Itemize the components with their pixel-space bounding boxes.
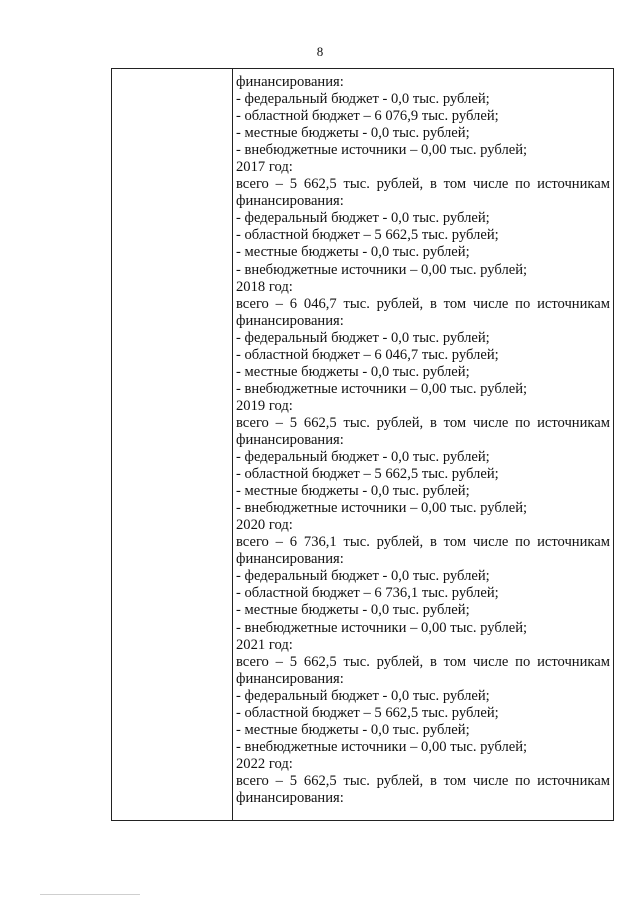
text-line: финансирования: bbox=[236, 193, 344, 210]
text-line: - федеральный бюджет - 0,0 тыс. рублей; bbox=[236, 449, 490, 466]
text-line: - местные бюджеты - 0,0 тыс. рублей; bbox=[236, 483, 470, 500]
text-line: - федеральный бюджет - 0,0 тыс. рублей; bbox=[236, 568, 490, 585]
text-line: всего – 5 662,5 тыс. рублей, в том числе по источникам bbox=[236, 414, 610, 431]
text-line: 2019 год: bbox=[236, 397, 293, 414]
text-line: - федеральный бюджет - 0,0 тыс. рублей; bbox=[236, 91, 490, 108]
text-line: - внебюджетные источники – 0,00 тыс. рублей; bbox=[236, 738, 528, 755]
text-line: 2021 год: bbox=[236, 636, 293, 653]
text-line: 2018 год: bbox=[236, 278, 293, 295]
text-line: - областной бюджет – 5 662,5 тыс. рублей; bbox=[236, 704, 499, 721]
text-line: - федеральный бюджет - 0,0 тыс. рублей; bbox=[236, 329, 490, 346]
text-line: 2022 год: bbox=[236, 755, 293, 772]
text-line: всего – 5 662,5 тыс. рублей, в том числе по источникам bbox=[236, 772, 610, 789]
table-right-cell bbox=[236, 74, 610, 820]
text-line: финансирования: bbox=[236, 670, 344, 687]
text-line: - областной бюджет – 6 736,1 тыс. рублей; bbox=[236, 585, 499, 602]
text-line: всего – 6 736,1 тыс. рублей, в том числе по источникам bbox=[236, 534, 610, 551]
text-line: всего – 5 662,5 тыс. рублей, в том числе по источникам bbox=[236, 176, 610, 193]
text-line: - областной бюджет – 5 662,5 тыс. рублей; bbox=[236, 227, 499, 244]
text-line: 2017 год: bbox=[236, 159, 293, 176]
text-line: - местные бюджеты - 0,0 тыс. рублей; bbox=[236, 721, 470, 738]
text-line: - местные бюджеты - 0,0 тыс. рублей; bbox=[236, 602, 470, 619]
text-line: 2020 год: bbox=[236, 517, 293, 534]
text-line: всего – 6 046,7 тыс. рублей, в том числе по источникам bbox=[236, 295, 610, 312]
footer-rule bbox=[40, 894, 140, 895]
text-line: - внебюджетные источники – 0,00 тыс. рублей; bbox=[236, 500, 528, 517]
text-line: - местные бюджеты - 0,0 тыс. рублей; bbox=[236, 363, 470, 380]
text-line: всего – 5 662,5 тыс. рублей, в том числе по источникам bbox=[236, 653, 610, 670]
text-line: финансирования: bbox=[236, 789, 344, 806]
text-line: финансирования: bbox=[236, 551, 344, 568]
page-number: 8 bbox=[316, 44, 324, 59]
text-line: - внебюджетные источники – 0,00 тыс. рублей; bbox=[236, 261, 528, 278]
text-line: - областной бюджет – 6 076,9 тыс. рублей; bbox=[236, 108, 499, 125]
text-line: - местные бюджеты - 0,0 тыс. рублей; bbox=[236, 244, 470, 261]
text-line: финансирования: bbox=[236, 74, 344, 90]
text-line: - областной бюджет – 5 662,5 тыс. рублей; bbox=[236, 466, 499, 483]
text-line: - областной бюджет – 6 046,7 тыс. рублей; bbox=[236, 346, 499, 363]
text-line: - федеральный бюджет - 0,0 тыс. рублей; bbox=[236, 210, 490, 227]
text-line: - внебюджетные источники – 0,00 тыс. рублей; bbox=[236, 380, 528, 397]
table-left-cell bbox=[112, 69, 233, 820]
text-line: - местные бюджеты - 0,0 тыс. рублей; bbox=[236, 125, 470, 142]
text-line: финансирования: bbox=[236, 431, 344, 448]
funding-table bbox=[111, 68, 614, 821]
text-line: финансирования: bbox=[236, 312, 344, 329]
text-line: - внебюджетные источники – 0,00 тыс. рублей; bbox=[236, 142, 528, 159]
text-line: - федеральный бюджет - 0,0 тыс. рублей; bbox=[236, 687, 490, 704]
text-line: - внебюджетные источники – 0,00 тыс. рублей; bbox=[236, 619, 528, 636]
